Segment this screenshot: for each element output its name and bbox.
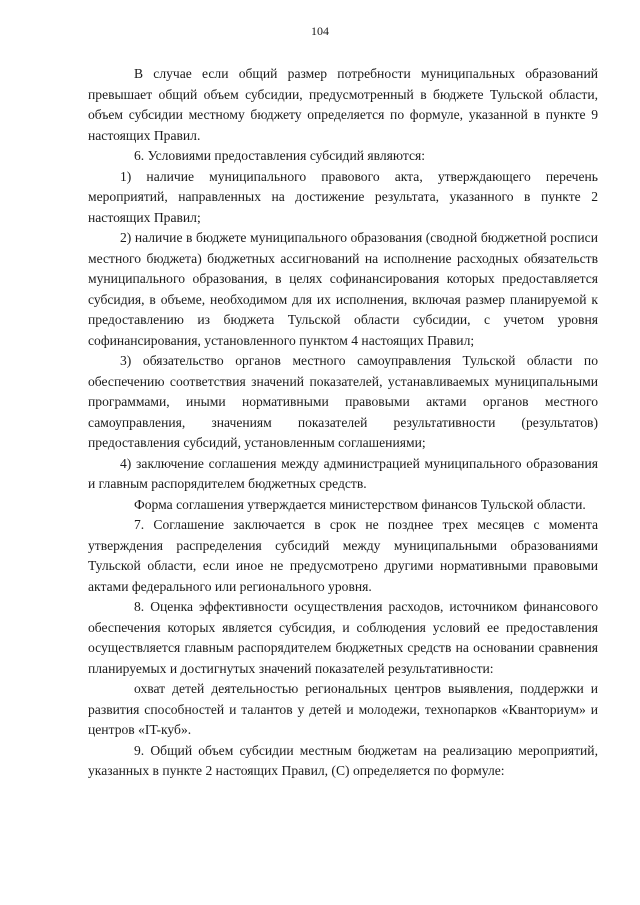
paragraph-condition-4: 4) заключение соглашения между администрацией муниципального образования и главным распорядителем бюджетных средств.: [88, 455, 598, 491]
document-body: [88, 64, 598, 782]
paragraph-agreement-form: Форма соглашения утверждается министерством финансов Тульской области.: [134, 496, 586, 512]
paragraph-condition-2: 2) наличие в бюджете муниципального образования (сводной бюджетной росписи местного бюджета) бюджетных ассигнований на исполнение расходных обязательств муниципального образования, в целях софинансирования которых предоставляется субсидия, в объеме, необходимом для их исполнения, включая размер планируемой к предоставлению из бюджета Тульской области субсидии, с учетом уровня софинансирования, установленного пунктом 4 настоящих Правил;: [88, 230, 598, 348]
paragraph-item-9: 9. Общий объем субсидии местным бюджетам на реализацию мероприятий, указанных в пункте 2 настоящих Правил, (С) определяется по формуле:: [88, 742, 598, 778]
paragraph-item-7: 7. Соглашение заключается в срок не позднее трех месяцев с момента утверждения распределения субсидий между муниципальными образованиями Тульской области, если иное не предусмотрено другими нормативными правовыми актами федерального или регионального уровня.: [88, 517, 598, 594]
paragraph-subsidy-overflow: В случае если общий размер потребности муниципальных образований превышает общий объем субсидии, предусмотренный в бюджете Тульской области, объем субсидии местному бюджету определяется по формуле, указанной в пункте 9 настоящих Правил.: [88, 66, 598, 143]
paragraph-indicator: охват детей деятельностью региональных центров выявления, поддержки и развития способностей и талантов у детей и молодежи, технопарков «Кванториум» и центров «IT-куб».: [88, 681, 598, 737]
paragraph-condition-3: 3) обязательство органов местного самоуправления Тульской области по обеспечению соответствия значений показателей, устанавливаемых муниципальными программами, иными нормативными правовыми актами органов местного самоуправления, значениям показателей результативности (результатов) предоставления субсидий, установленным соглашениями;: [88, 353, 598, 450]
paragraph-item-8: 8. Оценка эффективности осуществления расходов, источником финансового обеспечения которых является субсидия, и соблюдения условий ее предоставления осуществляется главным распорядителем бюджетных средств на основании сравнения планируемых и достигнутых значений показателей результативности:: [88, 599, 598, 676]
paragraph-condition-1: 1) наличие муниципального правового акта, утверждающего перечень мероприятий, направленных на достижение результата, указанного в пункте 2 настоящих Правил;: [88, 168, 598, 225]
page-number: 104: [311, 24, 329, 38]
paragraph-item-6-heading: 6. Условиями предоставления субсидий являются:: [134, 148, 426, 163]
